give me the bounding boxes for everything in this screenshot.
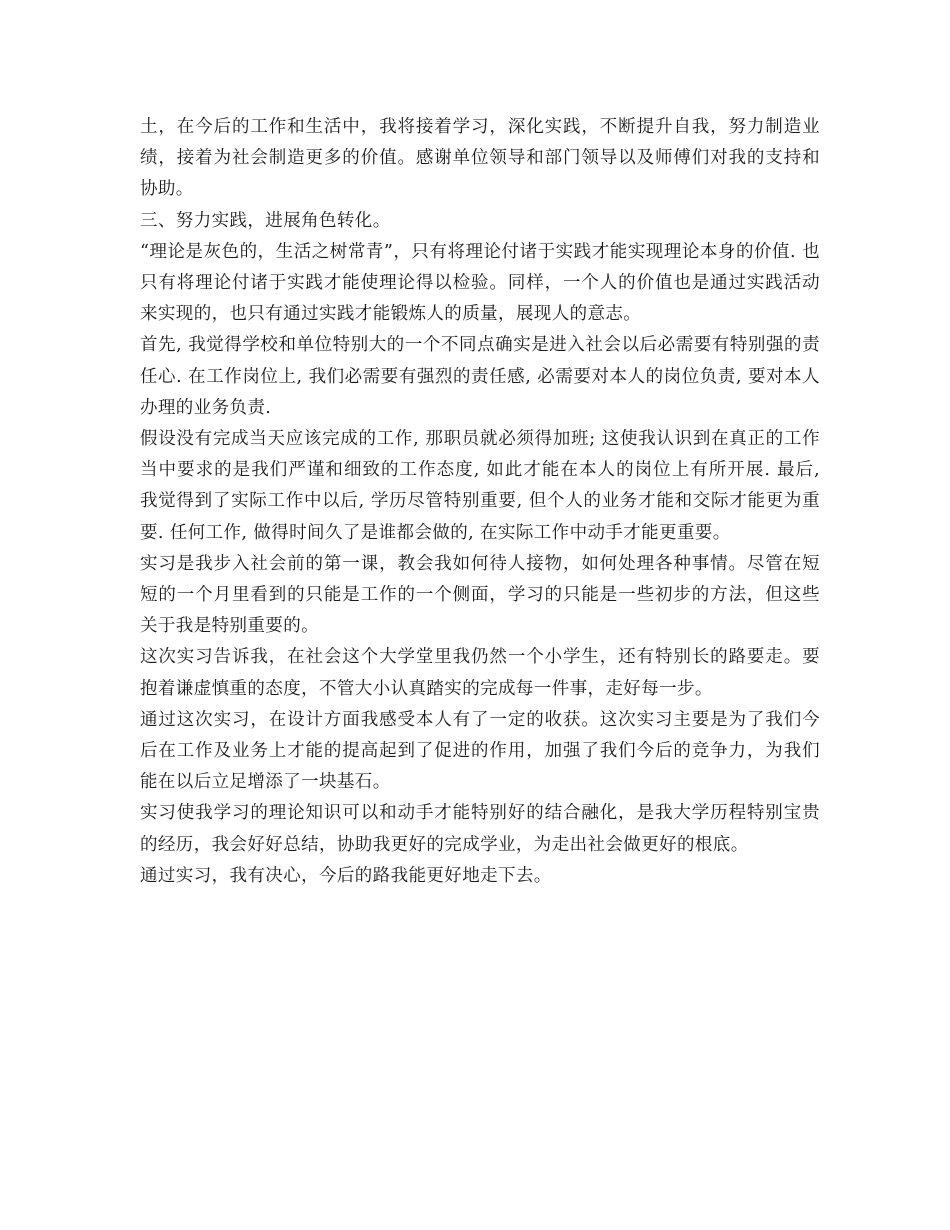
paragraph-responsibility: 首先, 我觉得学校和单位特别大的一个不同点确实是进入社会以后必需要有特别强的责任心. 在工作岗位上, 我们必需要有强烈的责任感, 必需要对本人的岗位负责, 要对本人办理的业务负责.	[140, 335, 820, 418]
document-body	[140, 112, 820, 892]
paragraph-design-gains: 通过这次实习，在设计方面我感受本人有了一定的收获。这次实习主要是为了我们今后在工作及业务上才能的提高起到了促进的作用，加强了我们今后的竞争力，为我们能在以后立足增添了一块基石。	[140, 709, 820, 793]
paragraph-theory-practice: 实习使我学习的理论知识可以和动手才能特别好的结合融化，是我大学历程特别宝贵的经历，我会好好总结，协助我更好的完成学业，为走出社会做更好的根底。	[140, 803, 820, 855]
paragraph-continuation: 土，在今后的工作和生活中，我将接着学习，深化实践，不断提升自我，努力制造业绩，接着为社会制造更多的价值。感谢单位领导和部门领导以及师傅们对我的支持和协助。	[140, 117, 820, 200]
paragraph-long-road: 这次实习告诉我，在社会这个大学堂里我仍然一个小学生，还有特别长的路要走。要抱着谦虚慎重的态度，不管大小认真踏实的完成每一件事，走好每一步。	[140, 647, 820, 699]
paragraph-first-lesson: 实习是我步入社会前的第一课，教会我如何待人接物，如何处理各种事情。尽管在短短的一个月里看到的只能是工作的一个侧面，学习的只能是一些初步的方法，但这些关于我是特别重要的。	[140, 553, 820, 637]
paragraph-conclusion: 通过实习，我有决心，今后的路我能更好地走下去。	[140, 865, 552, 886]
section-heading: 三、努力实践，进展角色转化。	[140, 210, 391, 231]
paragraph-work-attitude: 假设没有完成当天应该完成的工作, 那职员就必须得加班; 这使我认识到在真正的工作当中要求的是我们严谨和细致的工作态度, 如此才能在本人的岗位上有所开展. 最后, 我觉得到了实际工作中以后, 学历尽管特别重要, 但个人的业务才能和交际才能更为重要. 任何工作, 做得时间久了是谁都会做的, 在实际工作中动手才能更重要。	[140, 429, 820, 543]
paragraph-theory-quote: “理论是灰色的，生活之树常青”，只有将理论付诸于实践才能实现理论本身的价值. 也只有将理论付诸于实践才能使理论得以检验。同样，一个人的价值也是通过实践活动来实现的，也只有通过实践才能锻炼人的质量，展现人的意志。	[140, 241, 820, 325]
